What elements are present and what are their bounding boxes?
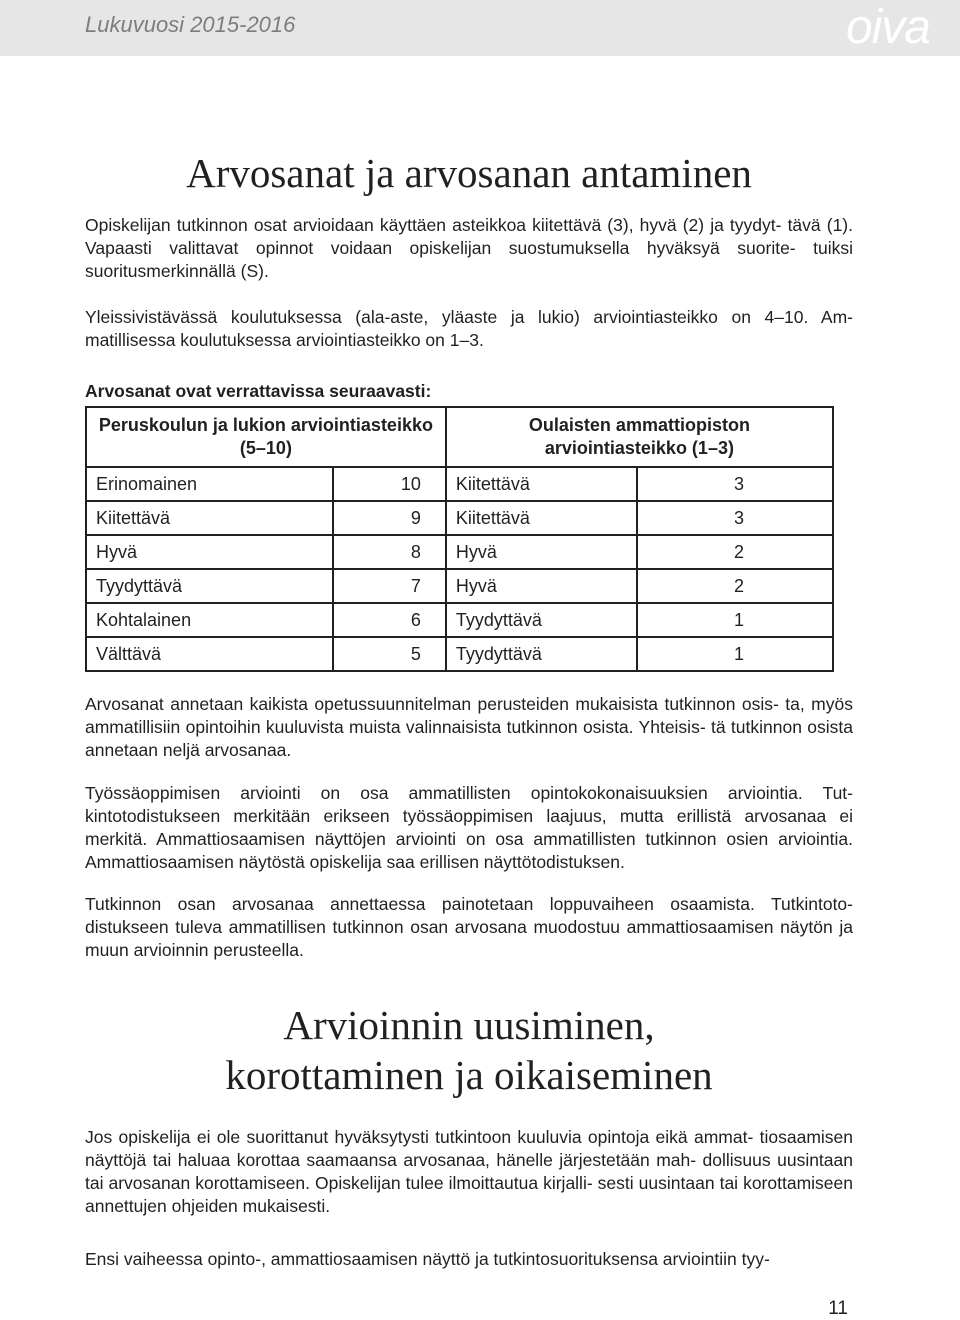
- section-title-line: Arvioinnin uusiminen,: [283, 1002, 655, 1048]
- table-cell: Kiitettävä: [446, 467, 637, 501]
- table-cell: 6: [333, 603, 445, 637]
- table-cell: Tyydyttävä: [86, 569, 333, 603]
- paragraph: Arvosanat annetaan kaikista opetussuunnitelman perusteiden mukaisista tutkinnon osis- ta, myös ammatillisiin opintoihin kuuluvista muista valinnaisista tutkinnon osista. Yhteisis- tä tutkinnon osista annetaan neljä arvosanaa.: [85, 694, 853, 760]
- header-year: Lukuvuosi 2015-2016: [85, 12, 296, 37]
- section-title: [85, 1000, 853, 1100]
- table-cell: 7: [333, 569, 445, 603]
- table-row: [86, 603, 833, 637]
- table-header-row: [86, 407, 833, 467]
- table-cell: Kiitettävä: [446, 501, 637, 535]
- table-intro: Arvosanat ovat verrattavissa seuraavasti:: [85, 381, 432, 401]
- table-cell: Hyvä: [86, 535, 333, 569]
- section-title-line: korottaminen ja oikaiseminen: [225, 1052, 713, 1098]
- table-cell: 5: [333, 637, 445, 671]
- table-cell: Tyydyttävä: [446, 637, 637, 671]
- grade-comparison-table: [85, 406, 834, 672]
- table-cell: Hyvä: [446, 569, 637, 603]
- table-cell: 2: [637, 535, 833, 569]
- paragraph: Ensi vaiheessa opinto-, ammattiosaamisen näyttö ja tutkintosuorituksensa arviointiin tyy-: [85, 1249, 770, 1269]
- page-header: [0, 0, 960, 56]
- table-row: [86, 501, 833, 535]
- page-number: 11: [828, 1298, 848, 1319]
- table-cell: 3: [637, 467, 833, 501]
- table-cell: 8: [333, 535, 445, 569]
- paragraph: Tutkinnon osan arvosanaa annettaessa painotetaan loppuvaiheen osaamista. Tutkintoto- distukseen tuleva ammatillisen tutkinnon osan arvosana muodostuu ammattiosaamisen näytön ja muun arvioinnin perusteella.: [85, 894, 853, 960]
- table-cell: 10: [333, 467, 445, 501]
- paragraph: Työssäoppimisen arviointi on osa ammatillisten opintokokonaisuuksien arviointia. Tut- kintotodistukseen merkitään erikseen työssäoppimisen laajuus, mutta erillistä arvosanaa ei merkitä. Ammattiosaamisen näyttöjen arviointi on osa ammatillisten tutkinnon osien arviointia. Ammattiosaamisen näytöstä opiskelija saa erillisen näyttötodistuksen.: [85, 783, 853, 872]
- paragraph: Jos opiskelija ei ole suorittanut hyväksytysti tutkintoon kuuluvia opintoja eikä ammat- tiosaamisen näyttöjä tai haluaa korottaa saamaansa arvosanaa, hänelle järjestetään mah- dollisuus uusintaan tai arvosanan korottamiseen. Opiskelijan tulee ilmoittautua kirjalli- sesti uusintaan tai korottamiseen annettujen ohjeiden mukaisesti.: [85, 1127, 853, 1216]
- section-title: Arvosanat ja arvosanan antaminen: [186, 150, 752, 196]
- paragraph: Opiskelijan tutkinnon osat arvioidaan käyttäen asteikkoa kiitettävä (3), hyvä (2) ja tyydyt- tävä (1). Vapaasti valittavat opinnot voidaan opiskelijan suostumuksella hyväksyä suorite- tuiksi suoritusmerkinnällä (S).: [85, 215, 853, 281]
- table-cell: 1: [637, 637, 833, 671]
- table-cell: Erinomainen: [86, 467, 333, 501]
- table-cell: Hyvä: [446, 535, 637, 569]
- table-row: [86, 535, 833, 569]
- table-row: [86, 569, 833, 603]
- table-cell: Välttävä: [86, 637, 333, 671]
- table-header: Oulaisten ammattiopiston arviointiasteikko (1–3): [446, 407, 833, 467]
- table-row: [86, 637, 833, 671]
- oiva-logo: oiva: [845, 1, 930, 54]
- table-cell: 9: [333, 501, 445, 535]
- table-cell: 3: [637, 501, 833, 535]
- table-cell: 2: [637, 569, 833, 603]
- table-row: [86, 467, 833, 501]
- table-cell: Kiitettävä: [86, 501, 333, 535]
- table-header: Peruskoulun ja lukion arviointiasteikko (5–10): [86, 407, 446, 467]
- table-cell: 1: [637, 603, 833, 637]
- table-cell: Tyydyttävä: [446, 603, 637, 637]
- paragraph: Yleissivistävässä koulutuksessa (ala-aste, yläaste ja lukio) arviointiasteikko on 4–10. Am- matillisessa koulutuksessa arviointiasteikko on 1–3.: [85, 307, 853, 350]
- table-cell: Kohtalainen: [86, 603, 333, 637]
